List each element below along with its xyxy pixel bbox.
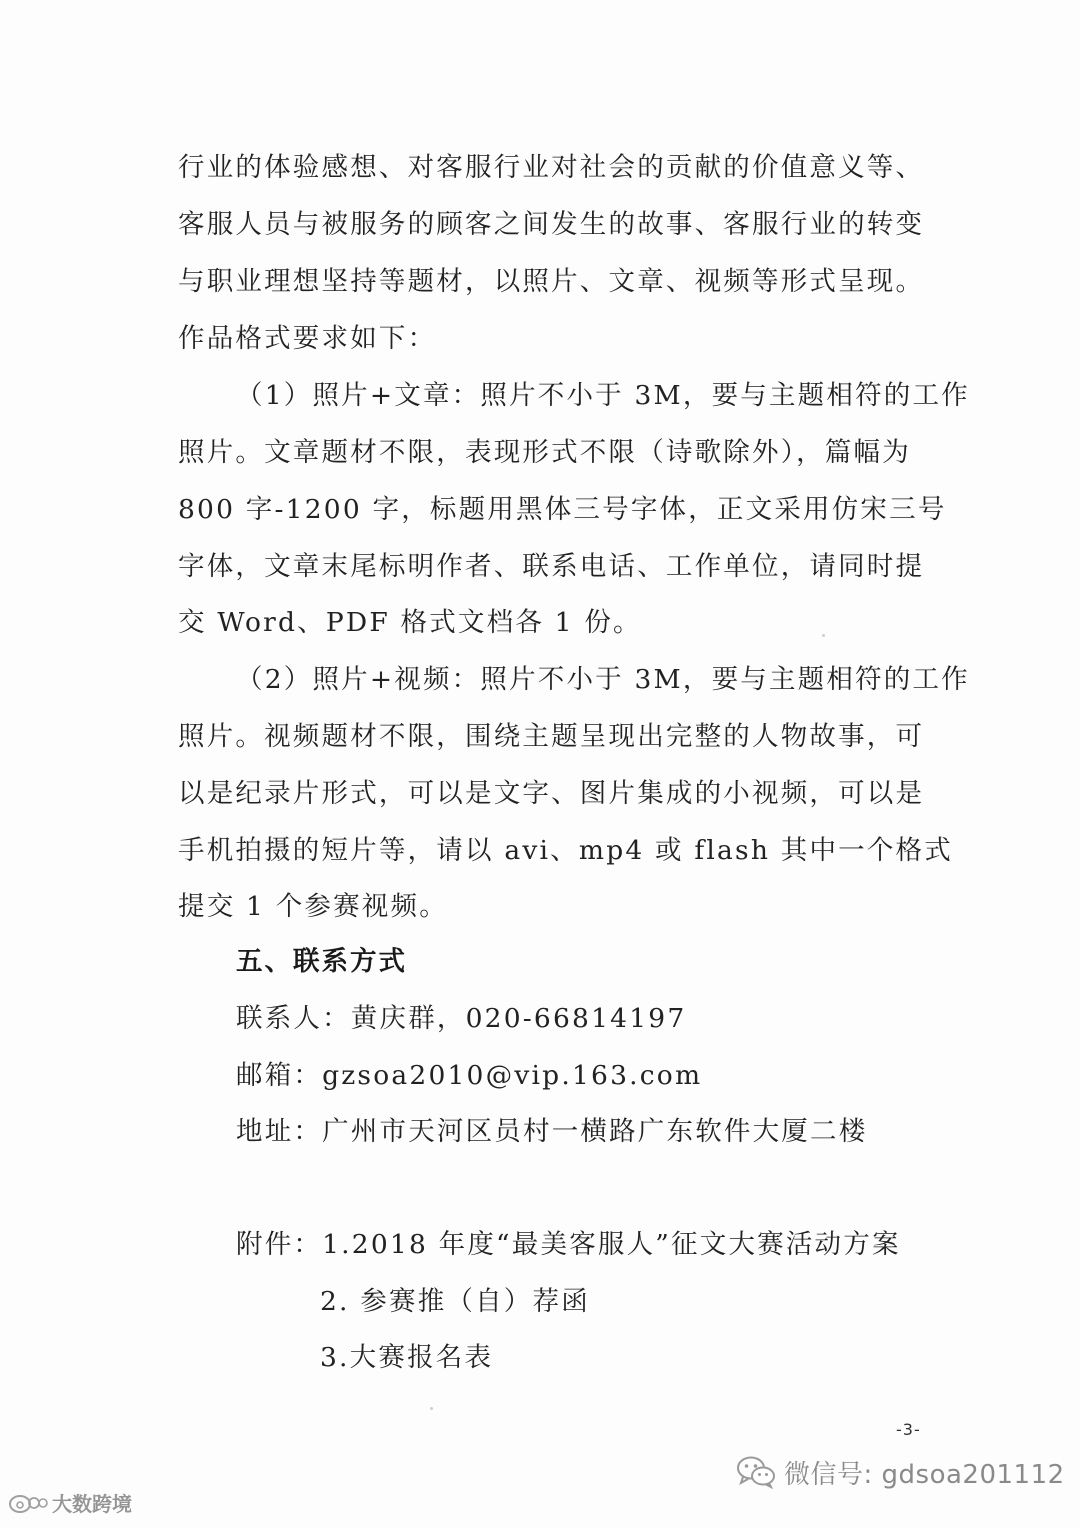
body-line: 以是纪录片形式，可以是文字、图片集成的小视频，可以是	[178, 778, 925, 809]
body-line: 提交 1 个参赛视频。	[178, 891, 448, 922]
wechat-watermark	[736, 1452, 1065, 1492]
attachment-item-1: 附件：1.2018 年度“最美客服人”征文大赛活动方案	[236, 1229, 901, 1260]
contact-person: 联系人：黄庆群，020-66814197	[236, 1003, 687, 1034]
body-line: （2）照片+视频：照片不小于 3M，要与主题相符的工作	[236, 664, 970, 695]
contact-email: 邮箱：gzsoa2010@vip.163.com	[236, 1060, 703, 1091]
body-line: 行业的体验感想、对客服行业对社会的贡献的价值意义等、	[178, 152, 925, 183]
body-line: 交 Word、PDF 格式文档各 1 份。	[178, 607, 642, 638]
body-line: （1）照片+文章：照片不小于 3M，要与主题相符的工作	[236, 380, 970, 411]
scan-speck	[430, 1407, 433, 1410]
corner-brand-watermark	[8, 1488, 132, 1517]
section-heading-contact: 五、联系方式	[236, 946, 407, 977]
body-line: 作品格式要求如下：	[178, 323, 437, 354]
body-line: 照片。文章题材不限，表现形式不限（诗歌除外），篇幅为	[178, 437, 911, 468]
page-number: -3-	[896, 1420, 921, 1439]
scan-speck	[822, 634, 825, 637]
body-line: 字体，文章末尾标明作者、联系电话、工作单位，请同时提	[178, 551, 925, 582]
attachment-item-2: 2. 参赛推（自）荐函	[320, 1286, 590, 1317]
wechat-icon	[736, 1455, 776, 1489]
contact-address: 地址：广州市天河区员村一横路广东软件大厦二楼	[236, 1116, 868, 1147]
body-line: 手机拍摄的短片等，请以 avi、mp4 或 flash 其中一个格式	[178, 835, 953, 866]
weibo-like-logo-icon	[8, 1491, 48, 1515]
corner-brand-text: 大数跨境	[52, 1492, 132, 1516]
body-line: 与职业理想坚持等题材，以照片、文章、视频等形式呈现。	[178, 266, 925, 297]
body-line: 照片。视频题材不限，围绕主题呈现出完整的人物故事，可	[178, 721, 925, 752]
body-line: 800 字-1200 字，标题用黑体三号字体，正文采用仿宋三号	[178, 494, 947, 525]
wechat-id-text: 微信号: gdsoa201112	[784, 1459, 1065, 1490]
attachment-item-3: 3.大赛报名表	[320, 1342, 494, 1373]
body-line: 客服人员与被服务的顾客之间发生的故事、客服行业的转变	[178, 209, 925, 240]
